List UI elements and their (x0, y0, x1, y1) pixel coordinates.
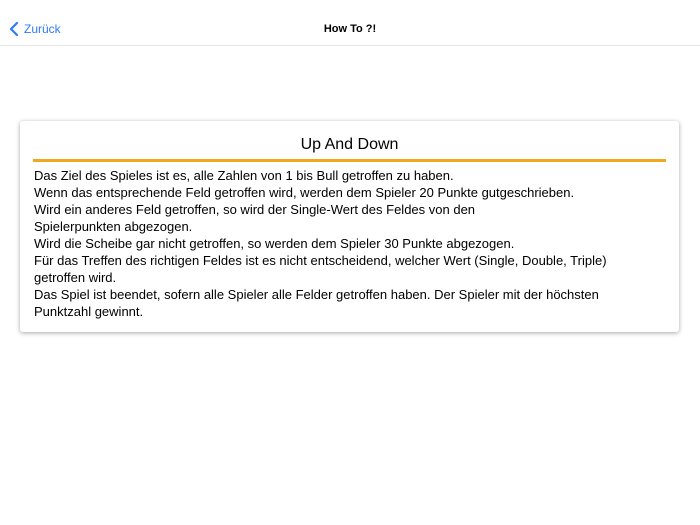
back-button-label: Zurück (24, 22, 61, 36)
rules-line: Für das Treffen des richtigen Feldes ist es nicht entscheidend, welcher Wert (Single, Double, Triple) (34, 253, 607, 268)
rules-line: Das Spiel ist beendet, sofern alle Spieler alle Felder getroffen haben. Der Spieler mit der höchsten (34, 287, 599, 302)
rules-line: Das Ziel des Spieles ist es, alle Zahlen von 1 bis Bull getroffen zu haben. (34, 168, 454, 183)
rules-line: Wird die Scheibe gar nicht getroffen, so werden dem Spieler 30 Punkte abgezogen. (34, 236, 515, 251)
navigation-bar (0, 0, 700, 46)
rules-text (34, 167, 664, 320)
page-title: How To ?! (323, 23, 377, 35)
rules-card (20, 121, 679, 332)
rules-line: Wenn das entsprechende Feld getroffen wird, werden dem Spieler 20 Punkte gutgeschrieben. (34, 185, 575, 200)
rules-line: Wird ein anderes Feld getroffen, so wird der Single-Wert des Feldes von den (34, 202, 476, 217)
rules-line: Spielerpunkten abgezogen. (34, 219, 193, 234)
title-divider (33, 159, 666, 162)
rules-line: Punktzahl gewinnt. (34, 304, 144, 319)
card-title: Up And Down (300, 136, 399, 153)
rules-line: getroffen wird. (34, 270, 117, 285)
